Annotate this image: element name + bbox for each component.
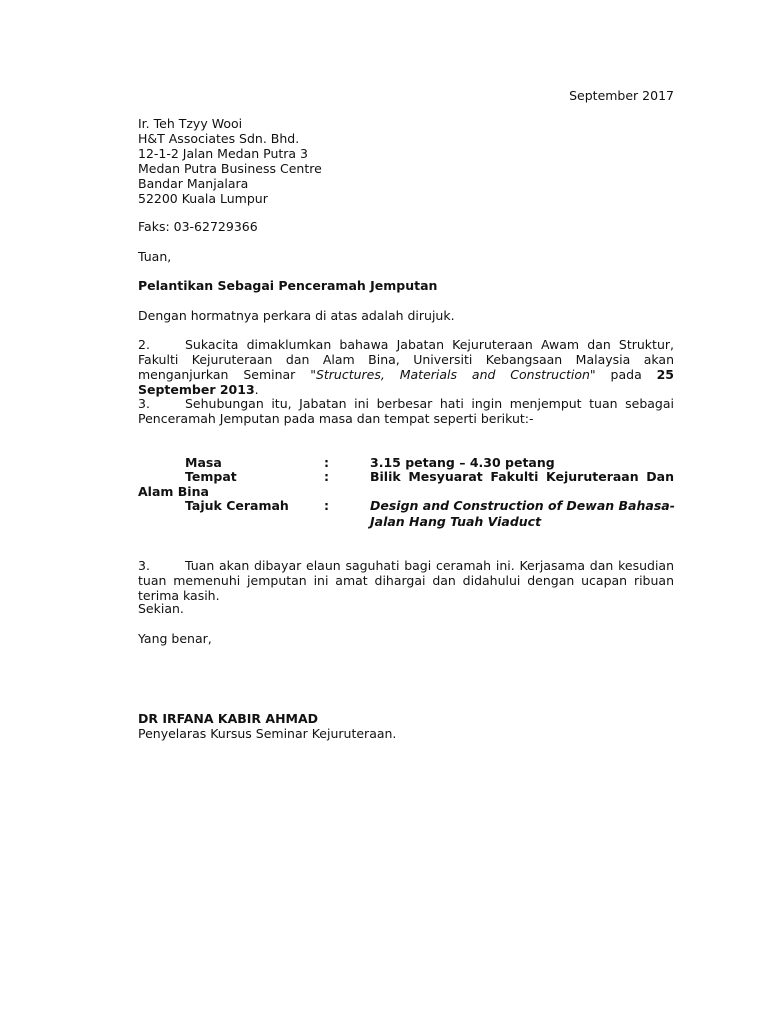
letter-subject: Pelantikan Sebagai Penceramah Jemputan <box>138 278 438 293</box>
signatory-name: DR IRFANA KABIR AHMAD <box>138 711 319 726</box>
signoff: Yang benar, <box>138 631 212 646</box>
recipient-building: Medan Putra Business Centre <box>138 161 322 176</box>
tajuk-colon: : <box>324 498 329 513</box>
paragraph-3-text: Sehubungan itu, Jabatan ini berbesar hati ingin menjemput tuan sebagai Penceramah Jemputan pada masa dan tempat seperti berikut:- <box>138 396 674 426</box>
tempat-label: Tempat <box>185 469 237 484</box>
letter-page <box>138 0 674 1024</box>
paragraph-3-number: 3. <box>138 396 150 411</box>
paragraph-3 <box>138 396 674 426</box>
salutation: Tuan, <box>138 249 172 264</box>
closing: Sekian. <box>138 601 184 616</box>
paragraph-2-end: . <box>254 382 259 397</box>
recipient-street: 12-1-2 Jalan Medan Putra 3 <box>138 146 309 161</box>
intro-paragraph: Dengan hormatnya perkara di atas adalah dirujuk. <box>138 308 455 323</box>
paragraph-2-number: 2. <box>138 337 150 352</box>
paragraph-4-number: 3. <box>138 558 150 573</box>
masa-value: 3.15 petang – 4.30 petang <box>370 455 555 470</box>
paragraph-2-mid: pada <box>595 367 657 382</box>
recipient-city: 52200 Kuala Lumpur <box>138 191 268 206</box>
tajuk-value: Design and Construction of Dewan Bahasa- <box>370 498 675 513</box>
tajuk-label: Tajuk Ceramah <box>185 498 289 513</box>
fax-number: Faks: 03-62729366 <box>138 219 258 234</box>
masa-label: Masa <box>185 455 222 470</box>
paragraph-4-text: Tuan akan dibayar elaun saguhati bagi ceramah ini. Kerjasama dan kesudian tuan memenuhi jemputan ini amat dihargai dan didahului dengan ucapan ribuan terima kasih. <box>138 558 674 603</box>
tempat-value-continued: Alam Bina <box>138 484 209 499</box>
recipient-address <box>138 116 322 206</box>
recipient-company: H&T Associates Sdn. Bhd. <box>138 131 300 146</box>
paragraph-2 <box>138 337 674 397</box>
paragraph-2-text: Sukacita dimaklumkan bahawa Jabatan Kejuruteraan Awam dan Struktur, Fakulti Kejuruteraan dan Alam Bina, Universiti Kebangsaan Malaysia akan menganjurkan Seminar <box>138 337 674 382</box>
event-date: 25 September 2013 <box>138 367 675 397</box>
paragraph-4 <box>138 558 674 603</box>
tajuk-value-continued: Jalan Hang Tuah Viaduct <box>370 514 542 529</box>
letter-date: September 2017 <box>569 88 674 103</box>
seminar-title: "Structures, Materials and Construction" <box>310 367 596 382</box>
recipient-name: Ir. Teh Tzyy Wooi <box>138 116 243 131</box>
recipient-area: Bandar Manjalara <box>138 176 249 191</box>
masa-colon: : <box>324 455 329 470</box>
tempat-colon: : <box>324 469 329 484</box>
signatory-title: Penyelaras Kursus Seminar Kejuruteraan. <box>138 726 397 741</box>
tempat-value: Bilik Mesyuarat Fakulti Kejuruteraan Dan <box>370 469 674 484</box>
